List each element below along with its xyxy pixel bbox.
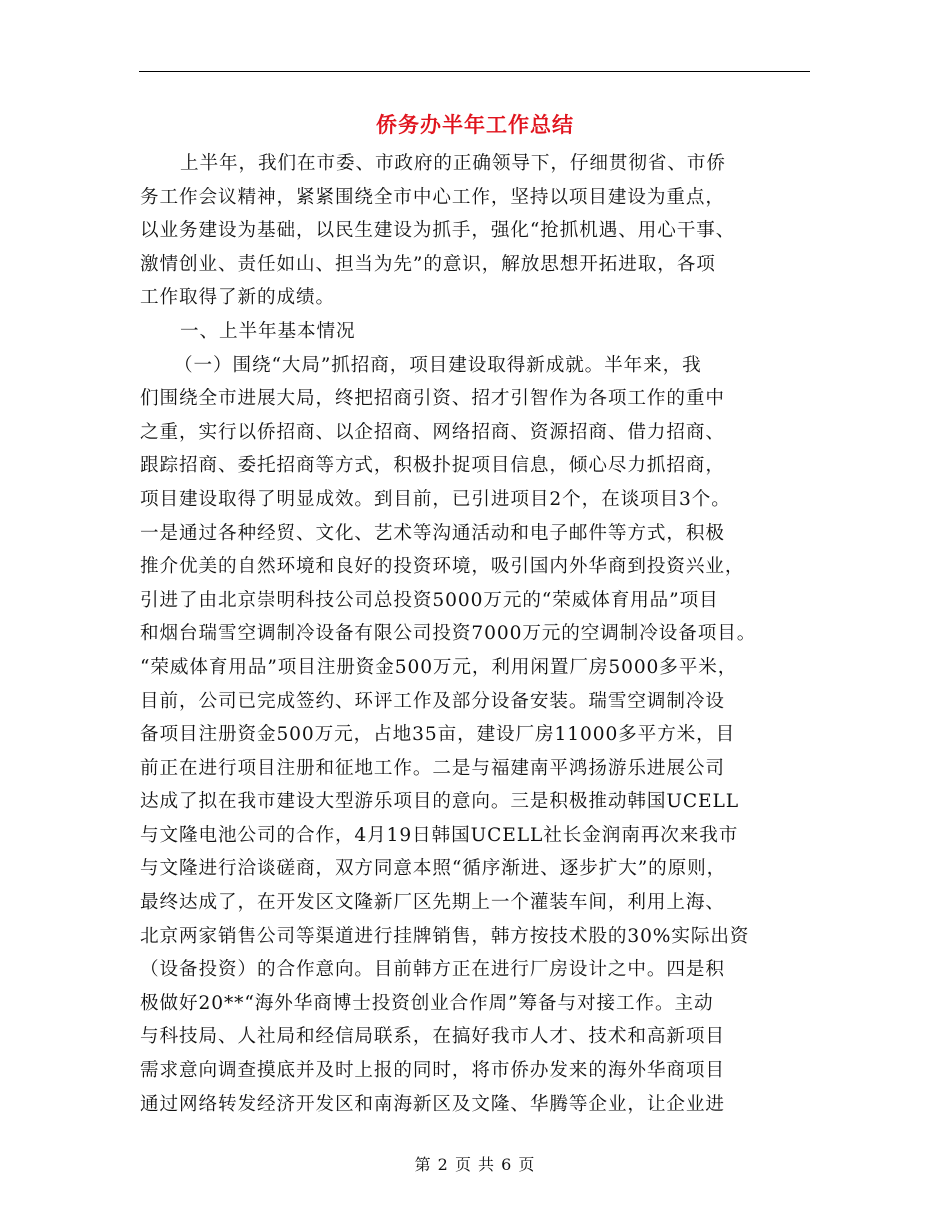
paragraph-line: 务工作会议精神，紧紧围绕全市中心工作，坚持以项目建设为重点， (140, 186, 725, 208)
paragraph-line: 目前，公司已完成签约、环评工作及部分设备安装。瑞雪空调制冷设 (140, 690, 725, 712)
paragraph-line: 通过网络转发经济开发区和南海新区及文隆、华腾等企业，让企业进 (140, 1093, 725, 1115)
paragraph-line: 项目建设取得了明显成效。到目前，已引进项目2个，在谈项目3个。 (140, 488, 731, 510)
paragraph-line: 跟踪招商、委托招商等方式，积极扑捉项目信息，倾心尽力抓招商， (140, 455, 725, 477)
paragraph-line: 上半年，我们在市委、市政府的正确领导下，仔细贯彻省、市侨 (180, 153, 726, 174)
header-rule (139, 71, 810, 72)
paragraph-line: 引进了由北京崇明科技公司总投资5000万元的“荣威体育用品”项目 (140, 589, 719, 611)
paragraph-line: 工作取得了新的成绩。 (140, 287, 335, 309)
paragraph-line: 需求意向调查摸底并及时上报的同时，将市侨办发来的海外华商项目 (140, 1060, 725, 1082)
paragraph-line: 北京两家销售公司等渠道进行挂牌销售，韩方按技术股的30%实际出资 (140, 925, 750, 947)
paragraph-line: “荣威体育用品”项目注册资金500万元，利用闲置厂房5000多平米， (140, 656, 738, 678)
document-title: 侨务办半年工作总结 (376, 112, 574, 137)
section-heading: 一、上半年基本情况 (180, 320, 356, 342)
paragraph-line: 以业务建设为基础，以民生建设为抓手，强化“抢抓机遇、用心干事、 (140, 220, 736, 242)
paragraph-line: （一）围绕“大局”抓招商，项目建设取得新成就。半年来，我 (174, 354, 702, 376)
paragraph-line: 最终达成了，在开发区文隆新厂区先期上一个灌装车间，利用上海、 (140, 892, 725, 914)
paragraph-line: 们围绕全市进展大局，终把招商引资、招才引智作为各项工作的重中 (140, 388, 725, 410)
paragraph-line: 之重，实行以侨招商、以企招商、网络招商、资源招商、借力招商、 (140, 421, 725, 443)
paragraph-line: （设备投资）的合作意向。目前韩方正在进行厂房设计之中。四是积 (140, 959, 725, 981)
paragraph-line: 前正在进行项目注册和征地工作。二是与福建南平鸿扬游乐进展公司 (140, 757, 725, 779)
paragraph-line: 与科技局、人社局和经信局联系，在搞好我市人才、技术和高新项目 (140, 1026, 725, 1048)
paragraph-line: 和烟台瑞雪空调制冷设备有限公司投资7000万元的空调制冷设备项目。 (140, 623, 757, 645)
document-body (140, 147, 812, 1121)
paragraph-line: 推介优美的自然环境和良好的投资环境，吸引国内外华商到投资兴业， (140, 556, 745, 578)
paragraph-line: 极做好20**“海外华商博士投资创业合作周”筹备与对接工作。主动 (140, 992, 714, 1014)
paragraph-line: 达成了拟在我市建设大型游乐项目的意向。三是积极推动韩国UCELL (140, 791, 739, 813)
paragraph-line: 与文隆电池公司的合作，4月19日韩国UCELL社长金润南再次来我市 (140, 824, 739, 846)
paragraph-line: 激情创业、责任如山、担当为先”的意识，解放思想开拓进取，各项 (140, 253, 716, 275)
paragraph-line: 一是通过各种经贸、文化、艺术等沟通活动和电子邮件等方式，积极 (140, 522, 725, 544)
page-footer: 第 2 页 共 6 页 (414, 1155, 536, 1174)
paragraph-line: 备项目注册资金500万元，占地35亩，建设厂房11000多平方米，目 (140, 724, 736, 746)
paragraph-line: 与文隆进行洽谈磋商，双方同意本照“循序渐进、逐步扩大”的原则， (140, 858, 727, 880)
